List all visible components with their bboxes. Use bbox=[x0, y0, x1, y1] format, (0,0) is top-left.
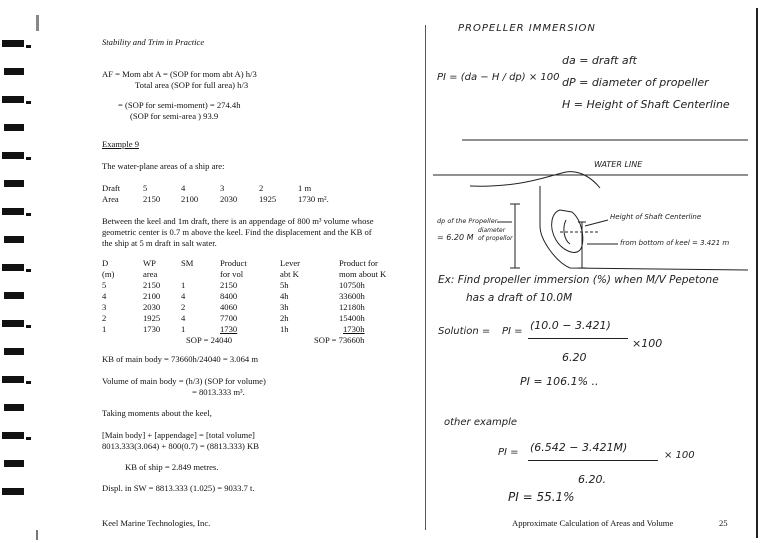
table-cell: 1925 bbox=[143, 313, 161, 323]
taking-moments: Taking moments about the keel, bbox=[102, 408, 212, 418]
draft-value: 5 bbox=[143, 183, 148, 193]
table-cell: 2030 bbox=[143, 302, 161, 312]
draft-label: Draft bbox=[102, 183, 121, 193]
example2-result: PI = 55.1% bbox=[508, 490, 575, 504]
table-cell: 10750h bbox=[339, 280, 365, 290]
footer-right: Approximate Calculation of Areas and Volume bbox=[512, 518, 674, 528]
problem-line: geometric center is 0.7 m above the keel. Find the displacement and the KB of bbox=[102, 227, 372, 237]
footer-left: Keel Marine Technologies, Inc. bbox=[102, 518, 211, 528]
table-cell: 1730 bbox=[143, 324, 161, 334]
table-cell: 7700 bbox=[220, 313, 238, 323]
example2-x100: × 100 bbox=[664, 450, 695, 461]
table-cell: 2100 bbox=[143, 291, 161, 301]
problem-line: the ship at 5 m draft in salt water. bbox=[102, 238, 217, 248]
example-problem-2: has a draft of 10.0M bbox=[466, 292, 573, 304]
table-cell: 33600h bbox=[339, 291, 365, 301]
table-cell: 2h bbox=[280, 313, 289, 323]
solution-label: Solution = bbox=[438, 326, 491, 337]
shaft-height-value: from bottom of keel = 3.421 m bbox=[620, 239, 730, 247]
moment-equation-1: [Main body] + [appendage] = [total volume] bbox=[102, 430, 255, 440]
table-subheader: abt K bbox=[280, 269, 299, 279]
notes-title: PROPELLER IMMERSION bbox=[458, 23, 596, 34]
solution-pi: PI = bbox=[502, 326, 523, 337]
shaft-height-label: Height of Shaft Centerline bbox=[610, 213, 702, 221]
table-header: WP bbox=[143, 258, 156, 268]
table-cell: 15400h bbox=[339, 313, 365, 323]
table-header: Product for bbox=[339, 258, 378, 268]
solution-fraction-bar bbox=[528, 338, 628, 339]
table-cell: 2 bbox=[102, 313, 107, 323]
running-title: Stability and Trim in Practice bbox=[102, 37, 205, 47]
table-cell: 3h bbox=[280, 302, 289, 312]
table-cell: 5h bbox=[280, 280, 289, 290]
example-problem-1: Ex: Find propeller immersion (%) when M/V Pepetone bbox=[438, 274, 719, 286]
sop-volume: SOP = 24040 bbox=[186, 335, 233, 345]
table-cell: 5 bbox=[102, 280, 107, 290]
draft-value: 2 bbox=[259, 183, 264, 193]
kb-of-ship: KB of ship = 2.849 metres. bbox=[125, 462, 219, 472]
example2-pi: PI = bbox=[498, 447, 519, 458]
table-cell: 12180h bbox=[339, 302, 365, 312]
table-cell: 4 bbox=[102, 291, 107, 301]
dp-propeller-label: of propellor bbox=[478, 235, 513, 242]
table-cell: 1 bbox=[181, 324, 186, 334]
draft-value: 3 bbox=[220, 183, 225, 193]
table-cell: 2 bbox=[181, 302, 186, 312]
table-cell: 8400 bbox=[220, 291, 238, 301]
table-header: Lever bbox=[280, 258, 301, 268]
draft-value: 4 bbox=[181, 183, 186, 193]
problem-line: Between the keel and 1m draft, there is an appendage of 800 m³ volume whose bbox=[102, 216, 374, 226]
table-header: D bbox=[102, 258, 109, 268]
example2-numerator: (6.542 − 3.421M) bbox=[530, 441, 628, 454]
page-number: 25 bbox=[719, 518, 728, 528]
table-cell: 4060 bbox=[220, 302, 238, 312]
formula-af-sub: Total area (SOP for full area) h/3 bbox=[135, 80, 249, 90]
table-cell: 1 bbox=[102, 324, 107, 334]
definition-da: da = draft aft bbox=[562, 54, 637, 67]
example2-fraction-bar bbox=[528, 460, 658, 461]
area-label: Area bbox=[102, 194, 119, 204]
area-value: 1730 m². bbox=[298, 194, 329, 204]
dp-value: = 6.20 M bbox=[437, 233, 474, 242]
displacement: Displ. in SW = 8813.333 (1.025) = 9033.7 t. bbox=[102, 483, 255, 493]
solution-denominator: 6.20 bbox=[562, 351, 587, 364]
kb-main-body: KB of main body = 73660h/24040 = 3.064 m bbox=[102, 354, 259, 364]
table-cell: 2150 bbox=[143, 280, 161, 290]
example-intro: The water-plane areas of a ship are: bbox=[102, 161, 225, 171]
draft-value: 1 m bbox=[298, 183, 312, 193]
table-header: SM bbox=[181, 258, 194, 268]
formula-semi-line: = (SOP for semi-moment) = 274.4h bbox=[118, 100, 241, 110]
formula-af-line: AF = Mom abt A = (SOP for mom abt A) h/3 bbox=[102, 69, 257, 79]
table-subheader: (m) bbox=[102, 269, 115, 279]
table-cell: 4 bbox=[181, 313, 186, 323]
table-cell: 3 bbox=[102, 302, 107, 312]
sop-moment: SOP = 73660h bbox=[314, 335, 365, 345]
moment-equation-2: 8013.333(3.064) + 800(0.7) = (8813.333) KB bbox=[102, 441, 259, 451]
solution-numerator: (10.0 − 3.421) bbox=[530, 319, 611, 332]
table-subheader: area bbox=[143, 269, 158, 279]
table-subheader: for vol bbox=[220, 269, 244, 279]
solution-result: PI = 106.1% .. bbox=[520, 375, 599, 388]
area-value: 2030 bbox=[220, 194, 238, 204]
table-cell: 4 bbox=[181, 291, 186, 301]
table-header: Product bbox=[220, 258, 247, 268]
definition-h: H = Height of Shaft Centerline bbox=[562, 98, 730, 111]
dp-label: dp of the Propeller bbox=[437, 217, 498, 225]
example-title: Example 9 bbox=[102, 139, 139, 149]
table-cell: 1730h bbox=[343, 324, 365, 334]
table-cell: 4h bbox=[280, 291, 289, 301]
table-cell: 1h bbox=[280, 324, 289, 334]
formula-semi-sub: (SOP for semi-area ) 93.9 bbox=[130, 111, 219, 121]
water-line-label: WATER LINE bbox=[594, 160, 643, 169]
area-value: 2100 bbox=[181, 194, 199, 204]
table-subheader: mom about K bbox=[339, 269, 387, 279]
volume-main-body-value: = 8013.333 m³. bbox=[192, 387, 245, 397]
dp-diameter-label: diameter bbox=[478, 227, 506, 234]
volume-main-body: Volume of main body = (h/3) (SOP for volume) bbox=[102, 376, 266, 386]
solution-x100: ×100 bbox=[632, 337, 663, 350]
table-cell: 1 bbox=[181, 280, 186, 290]
table-cell: 1730 bbox=[220, 324, 238, 334]
area-value: 1925 bbox=[259, 194, 277, 204]
definition-dp: dP = diameter of propeller bbox=[562, 76, 709, 89]
pi-formula: PI = (da − H / dp) × 100 bbox=[437, 72, 560, 83]
area-value: 2150 bbox=[143, 194, 161, 204]
other-example-label: other example bbox=[444, 417, 518, 428]
table-cell: 2150 bbox=[220, 280, 238, 290]
example2-denominator: 6.20. bbox=[578, 473, 606, 486]
